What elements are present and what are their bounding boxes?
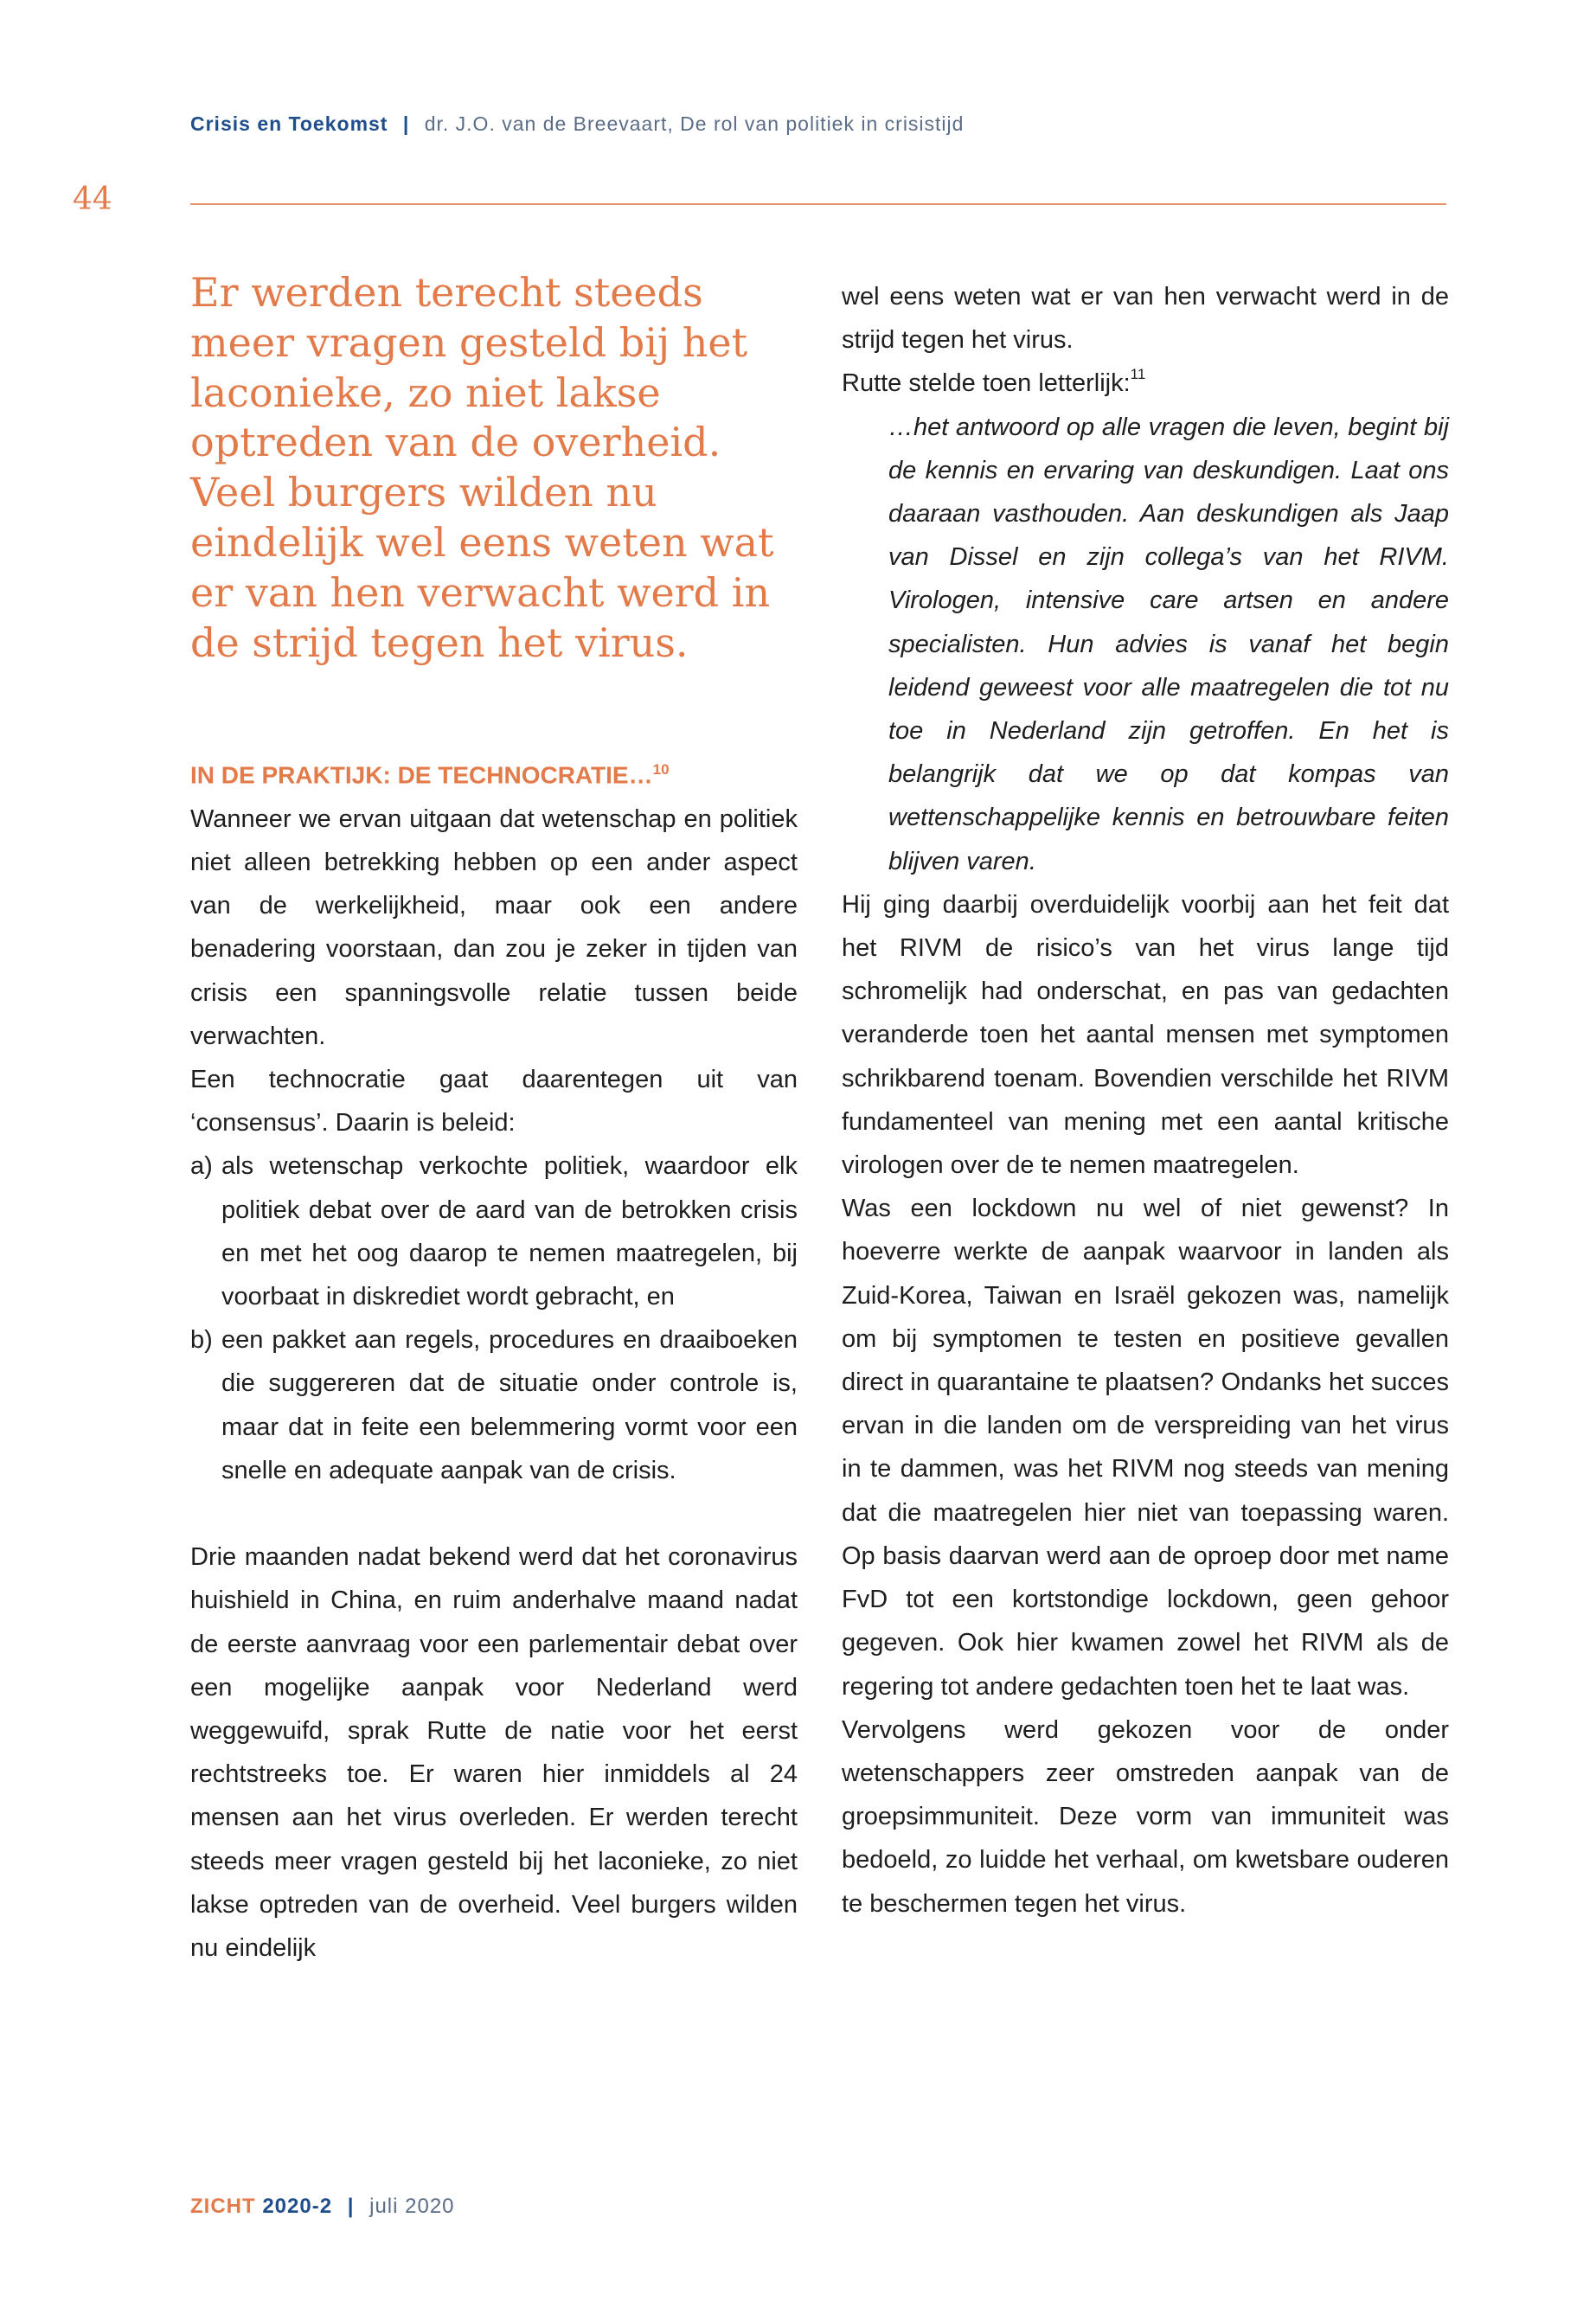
list-marker: a) — [190, 1152, 213, 1181]
footnote-ref: 11 — [1130, 366, 1146, 383]
section-footnote-ref: 10 — [652, 761, 670, 779]
header-separator: | — [402, 112, 410, 135]
section-heading-text: IN DE PRAKTIJK: DE TECHNOCRATIE… — [190, 761, 653, 789]
list-marker: b) — [190, 1326, 213, 1355]
list-text: een pakket aan regels, procedures en draaiboeken die suggereren dat de situatie onder controle is, maar dat in feite een belemmering vormt voor een snelle en adequate aanpak van de crisis. — [221, 1326, 798, 1484]
header-rule — [190, 203, 1446, 205]
list-text: als wetenschap verkochte politiek, waardoor elk politiek debat over de aard van de betrokken crisis en met het oog daarop te nemen maatregelen, bij voorbaat in diskrediet wordt gebracht, en — [221, 1152, 798, 1311]
block-quote: …het antwoord op alle vragen die leven, begint bij de kennis en ervaring van deskundigen. Laat ons daaraan vasthouden. Aan deskundigen als Jaap van Dissel en zijn collega’s van het RIVM. Virologen, intensive care artsen en andere specialisten. Hun advies is vanaf het begin leidend geweest voor alle maatregelen die tot nu toe in Nederland zijn getroffen. En het is belangrijk dat we op dat kompas van wettenschappelijke kennis en betrouwbare feiten blijven varen. — [888, 413, 1449, 875]
journal-section-title: Crisis en Toekomst — [190, 112, 388, 135]
citation-intro-text: Rutte stelde toen letterlijk: — [842, 369, 1131, 398]
footer-date: juli 2020 — [369, 2195, 455, 2218]
pull-quote: Er werden terecht steeds meer vragen gesteld bij het laconieke, zo niet lakse optreden van de overheid. Veel burgers wilden nu eindelijk wel eens weten wat er van hen verwacht werd in de strijd tegen het virus. — [190, 269, 774, 666]
section-heading — [190, 748, 798, 797]
paragraph-continued: wel eens weten wat er van hen verwacht werd in de strijd tegen het virus. — [842, 283, 1449, 355]
footer-separator: | — [347, 2195, 355, 2218]
list-item — [190, 1318, 798, 1492]
page-number: 44 — [73, 182, 112, 217]
paragraph: Was een lockdown nu wel of niet gewenst? In hoeverre werkte de aanpak waarvoor in landen als Zuid-Korea, Taiwan en Israël gekozen was, namelijk om bij symptomen te testen en positieve gevallen direct in quarantaine te plaatsen? Ondanks het succes ervan in die landen om de verspreiding van het virus in te dammen, was het RIVM nog steeds van mening dat die maatregelen hier niet van toepassing waren. Op basis daarvan werd aan de oproep door met name FvD tot een kortstondige lockdown, geen gehoor gegeven. Ook hier kwamen zowel het RIVM als de regering tot andere gedachten toen het te laat was. — [842, 1195, 1449, 1701]
footer-journal-name: ZICHT — [190, 2195, 256, 2218]
paragraph: Hij ging daarbij overduidelijk voorbij aan het feit dat het RIVM de risico’s van het virus lange tijd schromelijk had onderschat, en pas van gedachten veranderde toen het aantal mensen met symptomen schrikbarend toenam. Bovendien verschilde het RIVM fundamenteel van mening met een aantal kritische virologen over de te nemen maatregelen. — [842, 890, 1449, 1180]
running-head — [190, 112, 964, 136]
footer-issue: 2020-2 — [262, 2195, 333, 2218]
citation-intro — [842, 362, 1449, 405]
paragraph: Wanneer we ervan uitgaan dat wetenschap en politiek niet alleen betrekking hebben op een ander aspect van de werkelijkheid, maar ook een andere benadering voorstaan, dan zou je zeker in tijden van crisis een spanningsvolle relatie tussen beide verwachten. — [190, 804, 798, 1050]
article-author-title: dr. J.O. van de Breevaart, De rol van politiek in crisistijd — [424, 112, 965, 135]
paragraph-spacer — [190, 1492, 798, 1535]
list-item — [190, 1144, 798, 1318]
paragraph: Vervolgens werd gekozen voor de onder wetenschappers zeer omstreden aanpak van de groepsimmuniteit. Deze vorm van immuniteit was bedoeld, zo luidde het verhaal, om kwetsbare ouderen te beschermen tegen het virus. — [842, 1715, 1449, 1918]
paragraph: Drie maanden nadat bekend werd dat het coronavirus huishield in China, en ruim anderhalve maand nadat de eerste aanvraag voor een parlementair debat over een mogelijke aanpak voor Nederland werd weggewuifd, sprak Rutte de natie voor het eerst rechtstreeks toe. Er waren hier inmiddels al 24 mensen aan het virus overleden. Er werden terecht steeds meer vragen gesteld bij het laconieke, zo niet lakse optreden van de overheid. Veel burgers wilden nu eindelijk — [190, 1543, 798, 1962]
page-footer — [190, 2195, 455, 2219]
paragraph: Een technocratie gaat daarentegen uit van ‘consensus’. Daarin is beleid: — [190, 1065, 798, 1138]
right-column — [842, 275, 1449, 1926]
left-column — [190, 260, 798, 1970]
